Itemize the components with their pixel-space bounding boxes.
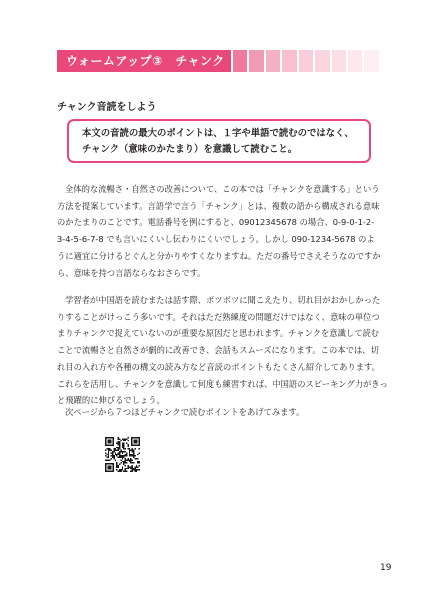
paragraph-line: りすることがけっこう多いです。それはただ熟練度の問題だけではなく、意味の単位つ — [57, 311, 380, 322]
page-number: 19 — [380, 563, 392, 573]
paragraph-line: 3-4-5-6-7-8 でも言いにくいし伝わりにくいでしょう。しかし 090-1234-5678 のよ — [57, 234, 375, 245]
header-gradient-segment — [233, 50, 247, 72]
header-gradient-segment — [364, 50, 378, 72]
header-gradient-segment — [332, 50, 346, 72]
chapter-title: ウォームアップ③ チャンク — [57, 50, 231, 72]
paragraph-line: ことで流暢さと自然さが劇的に改善でき、会話もスムーズになります。この本では、切 — [57, 345, 379, 356]
header-gradient-segment — [266, 50, 280, 72]
paragraph-line: 学習者が中国語を読むまたは話す際、ボツボツに聞こえたり、切れ目がおかしかった — [65, 295, 381, 305]
paragraph-line: 次ページから７つほどチャンクで読むポイントをあげてみます。 — [65, 407, 305, 417]
paragraph-line: これらを活用し、チャンクを意識して何度も練習すれば、中国語のスピーキング力がきっ — [57, 378, 388, 389]
body-paragraph-3 — [57, 404, 304, 421]
header-gradient-segment — [249, 50, 263, 72]
paragraph-line: と飛躍的に伸びるでしょう。 — [57, 395, 165, 406]
header-gradient-segment — [299, 50, 313, 72]
paragraph-line: のかたまりのことです。電話番号を例にすると、09012345678 の場合、0-9-0-1-2- — [57, 217, 375, 228]
qr-code-icon[interactable] — [104, 436, 141, 473]
body-paragraph-1 — [57, 181, 381, 281]
key-point-box — [67, 119, 371, 163]
paragraph-line: 全体的な流暢さ・自然さの改善について、この本では「チャンクを意識する」という — [65, 184, 380, 194]
key-point-line: チャンク（意味のかたまり）を意識して読むこと。 — [82, 144, 298, 155]
body-paragraph-2 — [57, 292, 388, 409]
paragraph-line: まりチャンクで捉えていないのが重要な原因だと思われます。チャンクを意識して読む — [57, 328, 380, 339]
header-gradient-segment — [282, 50, 296, 72]
paragraph-line: れ目の入れ方や各種の構文の読み方など音読のポイントもたくさん紹介してあります。 — [57, 361, 380, 372]
paragraph-line: 方法を提案しています。言語学で言う「チャンク」とは、複数の語から構成される意味 — [57, 200, 380, 211]
header-gradient-segment — [315, 50, 329, 72]
header-gradient-segment — [348, 50, 362, 72]
key-point-line: 本文の音読の最大のポイントは、１字や単語で読むのではなく、 — [82, 128, 354, 139]
header-band — [57, 50, 379, 72]
section-heading: チャンク音読をしよう — [57, 102, 157, 113]
paragraph-line: ら、意味を持つ言語ならなおさらです。 — [57, 267, 206, 278]
paragraph-line: うに適宜に分けるとぐんと分かりやすくなりますね。ただの番号でさえそうなのですか — [57, 250, 381, 261]
